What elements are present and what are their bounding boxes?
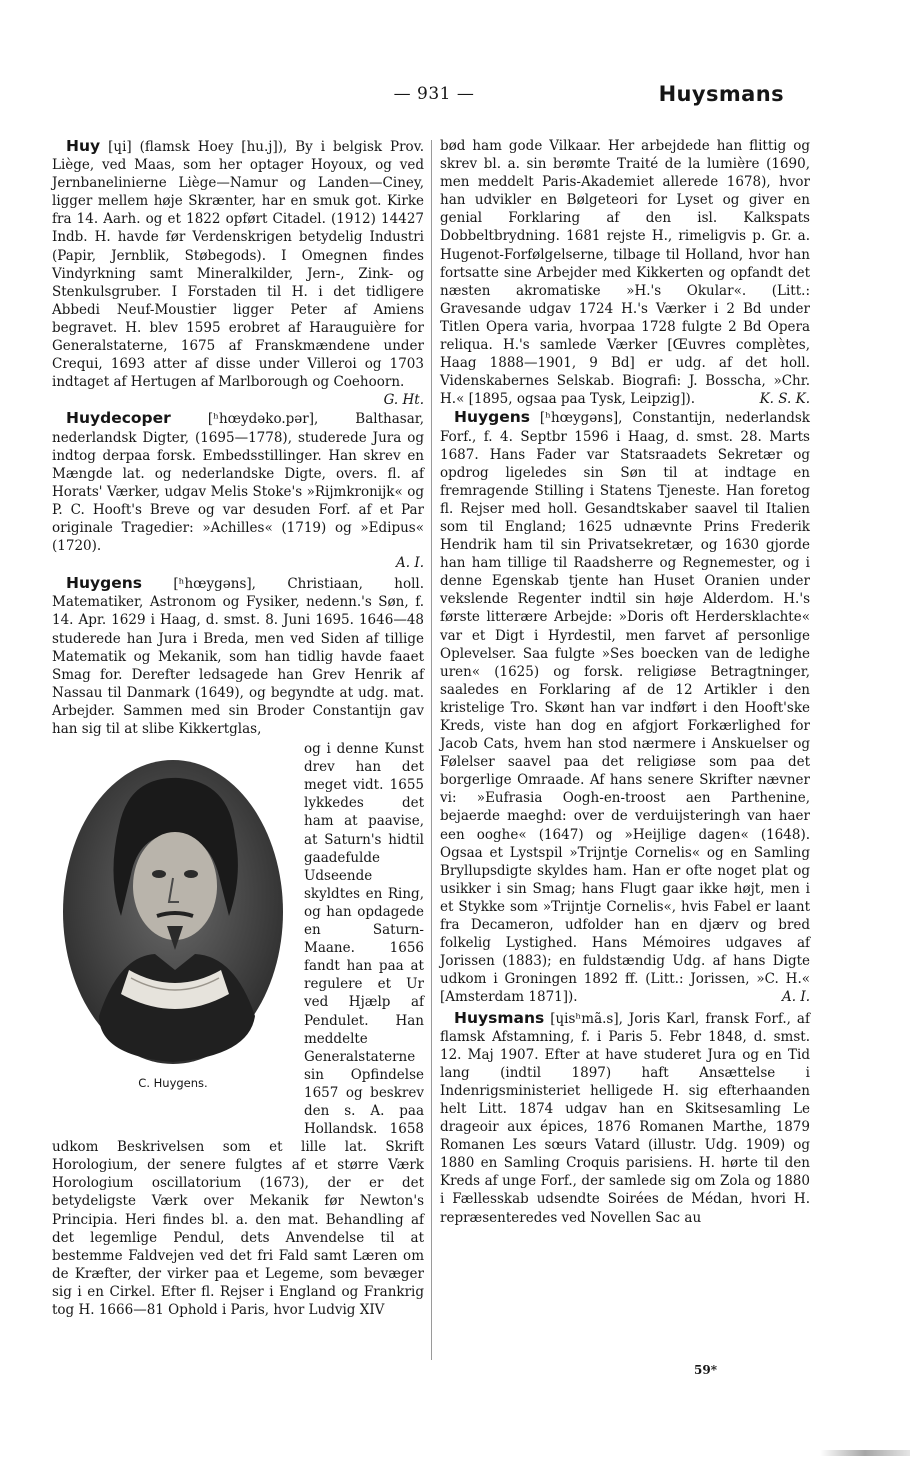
signature-huydecoper: A. I. — [396, 555, 424, 572]
entry-huysmans — [440, 1009, 810, 1227]
right-column — [440, 137, 810, 1229]
printer-signature-mark: 59* — [694, 1363, 717, 1377]
column-divider — [431, 140, 432, 1360]
entry-huygens-constantijn — [440, 408, 810, 1006]
entry-text-huydecoper: [ʰhœydəko.pər], Balthasar, nederlandsk Digter, (1695—1778), studerede Jura og indtog derpaa forsk. Embedsstillinger. Han skrev en Mængde lat. og nederlandske Digte, overs. fl. af Horats' Værker, udgav Melis Stoke's »Rijmkronijk« og P. C. Hooft's Breve og var desuden Forf. af et Par originale Tragedier: »Achilles« (1719) og »Edipus« (1720). — [52, 411, 424, 555]
scan-artifact — [820, 1450, 910, 1456]
signature-huygens-constantijn: A. I. — [782, 989, 810, 1006]
entry-text-huygens-constantijn: [ʰhœygəns], Constantijn, nederlandsk Forf., f. 4. Septbr 1596 i Haag, d. smst. 28. Marts 1687. Hans Fader var Statsraadets Sekretær og opdrog ligeledes sin Søn til at indtage en fremragende Stilling i Statens Tjeneste. Han foretog fl. Rejser med holl. Gesandtskaber saavel til Italien som til England; 1625 udnævnte Prins Frederik Hendrik ham til sin Privatsekretær, og 1630 gjorde han ham tillige til Raadsherre og Regnemester, og i denne Egenskab tjente han Huset Oranien under vekslende Regenter indtil sin høje Alderdom. H.'s første litterære Arbejde: »Doris oft Herdersklachte« var et Digt i Hyrdestil, men farvet af personlige Oplevelser. Saa fulgte »Ses boecken van de ledighe uren« (1625) og forsk. religiøse Betragtninger, saaledes en Forklaring af de 12 Artikler i den kristelige Tro. Skønt han var indført i den Hooft'ske Kreds, viste han dog en afgjort Forkærlighed for Jacob Cats, hvem han stod nærmere i Anskuelser og Følelser saavel paa det religiøse som paa det borgerlige Omraade. Af hans senere Skrifter nævner vi: »Eufrasia Oogh-en-troost aen Parthenine, bejaerde maeghd: over de verduijsteringh van haer een ooghe« (1647) og »Heijlige dagen« (1648). Ogsaa et Lystspil »Trijntje Cornelis« og en Samling Bryllupsdigte skyldes ham. Han er ofte noget plat og usikker i sin Smag; hans Flugt gaar ikke højt, men i et Stykke som »Trijntje Cornelis«, hvis Fabel er laant fra Decameron, udfolder han en djærv og bred folkelig Lystighed. Hans Mémoires udgaves af Jorissen (1883); en fuldstændig Udg. af hans Digte udkom i Groningen 1892 ff. (Litt.: Jorissen, »C. H.« [Amsterdam 1871]). — [440, 410, 810, 1006]
running-head: Huysmans — [658, 82, 784, 106]
left-column — [52, 137, 424, 1319]
signature-huy: G. Ht. — [383, 392, 424, 409]
entry-text-huygens-christiaan-3: bød ham gode Vilkaar. Her arbejdede han flittig og skrev bl. a. sin berømte Traité de la lumière (1690, men meddelt Paris-Akademiet allerede 1678), hvor han udvikler en Bølgeteori for Lyset og giver en genial Forklaring af den isl. Kalkspats Dobbeltbrydning. 1681 rejste H., rimeligvis p. Gr. a. Hugenot-Forfølgelserne, tilbage til Holland, hvor han fortsatte sine Arbejder med Kikkerten og opfandt det næsten akromatiske »H.'s Okular«. (Litt.: Gravesande udgav 1724 H.'s Værker i 2 Bd under Titlen Opera varia, hvorpaa 1728 fulgte 2 Bd Opera reliqua. H.'s samlede Værker [Œuvres complètes, Haag 1888—1901, 9 Bd] er udg. af det holl. Videnskabernes Selskab. Biografi: J. Bosscha, »Chr. H.« [1895, ogsaa paa Tysk, Leipzig]). — [440, 138, 810, 408]
entry-huydecoper — [52, 409, 424, 572]
entry-huygens-christiaan-continued — [440, 137, 810, 408]
headword-huy: Huy — [66, 137, 101, 155]
portrait-caption: C. Huygens. — [138, 1076, 208, 1091]
entry-text-huysmans: [ɥisʰmã.s], Joris Karl, fransk Forf., af flamsk Afstamning, f. i Paris 5. Febr 1848, d. smst. 12. Maj 1907. Efter at have studeret Jura og en Tid lang (indtil 1897) haft Ansættelse i Indenrigsministeriet helligede H. sig efterhaanden helt Litt. 1874 udgav han en Skitsesamling Le drageoir aux épices, 1876 Romanen Marthe, 1879 Romanen Les sœurs Vatard (illustr. Udg. 1909) og 1880 en Samling Croquis parisiens. H. hørte til den Kreds af unge Forf., der samlede sig om Zola og 1880 i Fællesskab udsendte Soirées de Médan, hvori H. repræsenteredes ved Novellen Sac au — [440, 1010, 810, 1226]
headword-huysmans: Huysmans — [454, 1008, 545, 1027]
headword-huygens-christiaan: Huygens — [66, 574, 142, 593]
page-number: — 931 — — [393, 84, 475, 104]
signature-huygens-christiaan: K. S. K. — [759, 391, 810, 408]
portrait-figure — [52, 742, 294, 1122]
entry-text-huygens-christiaan-1: [ʰhœygəns], Christiaan, holl. Matematiker, Astronom og Fysiker, nedenn.'s Søn, f. 14. Apr. 1629 i Haag, d. smst. 8. Juni 1695. 1646—48 studerede han Jura i Breda, men ved Siden af tillige Matematik og Mekanik, som han tidlig havde faaet Smag for. Derefter ledsagede han Grev Henrik af Nassau til Danmark (1649), og begyndte at udg. mat. Arbejder. Sammen med sin Broder Constantijn gav han sig til at slibe Kikkertglas, — [52, 576, 424, 737]
entry-text-huygens-christiaan-2: og i denne Kunst drev han det meget vidt. 1655 lykkedes det ham at paavise, at Saturn's hidtil gaadefulde Udseende skyldtes en Ring, og han opdagede en Saturn-Maane. 1656 fandt han paa at regulere et Ur ved Hjælp af Pendulet. Han meddelte Generalstaterne sin Opfindelse 1657 og beskrev den s. A. paa Hollandsk. 1658 udkom Beskrivelsen som et lille lat. Skrift Horologium, der senere fulgtes af et større Værk Horologium oscillatorium (1673), der er det betydeligste Værk over Mekanik før Newton's Principia. Heri findes bl. a. den mat. Behandling af det legemlige Pendul, dets Anvendelse til at bestemme Faldvejen ved det fri Fald samt Læren om de Kræfter, der virker paa et Legeme, som bevæger sig i en Cirkel. Efter fl. Rejser i England og Frankrig tog H. 1666—81 Ophold i Paris, hvor Ludvig XIV — [52, 741, 424, 1318]
entry-huygens-christiaan — [52, 574, 424, 738]
headword-huygens-constantijn: Huygens — [454, 408, 530, 427]
entry-huy — [52, 137, 425, 409]
headword-huydecoper: Huydecoper — [66, 409, 171, 428]
portrait-image — [59, 756, 287, 1068]
entry-text-huy: [ɥi] (flamsk Hoey [hu.j]), By i belgisk Prov. Liège, ved Maas, som her optager Hoyoux, og ved Jernbanelinierne Liège—Namur og Landen—Ciney, ligger mellem høje Skrænter, har en smuk got. Kirke fra 14. Aarh. og et 1822 opført Citadel. (1912) 14427 Indb. H. havde før Verdenskrigen betydelig Industri (Papir, Jernblik, Støbegods). I Omegnen findes Vindyrkning samt Mineralkilder, Jern-, Zink- og Stenkulsgruber. I Forstaden til H. i det tidligere Abbedi Neuf-Moustier ligger Peter af Amiens begravet. H. blev 1595 erobret af Harauguière for Generalstaterne, 1675 af Franskmændene under Crequi, 1693 atter af disse under Villeroi og 1703 indtaget af Hertugen af Marlborough og Coehoorn. — [52, 139, 425, 391]
